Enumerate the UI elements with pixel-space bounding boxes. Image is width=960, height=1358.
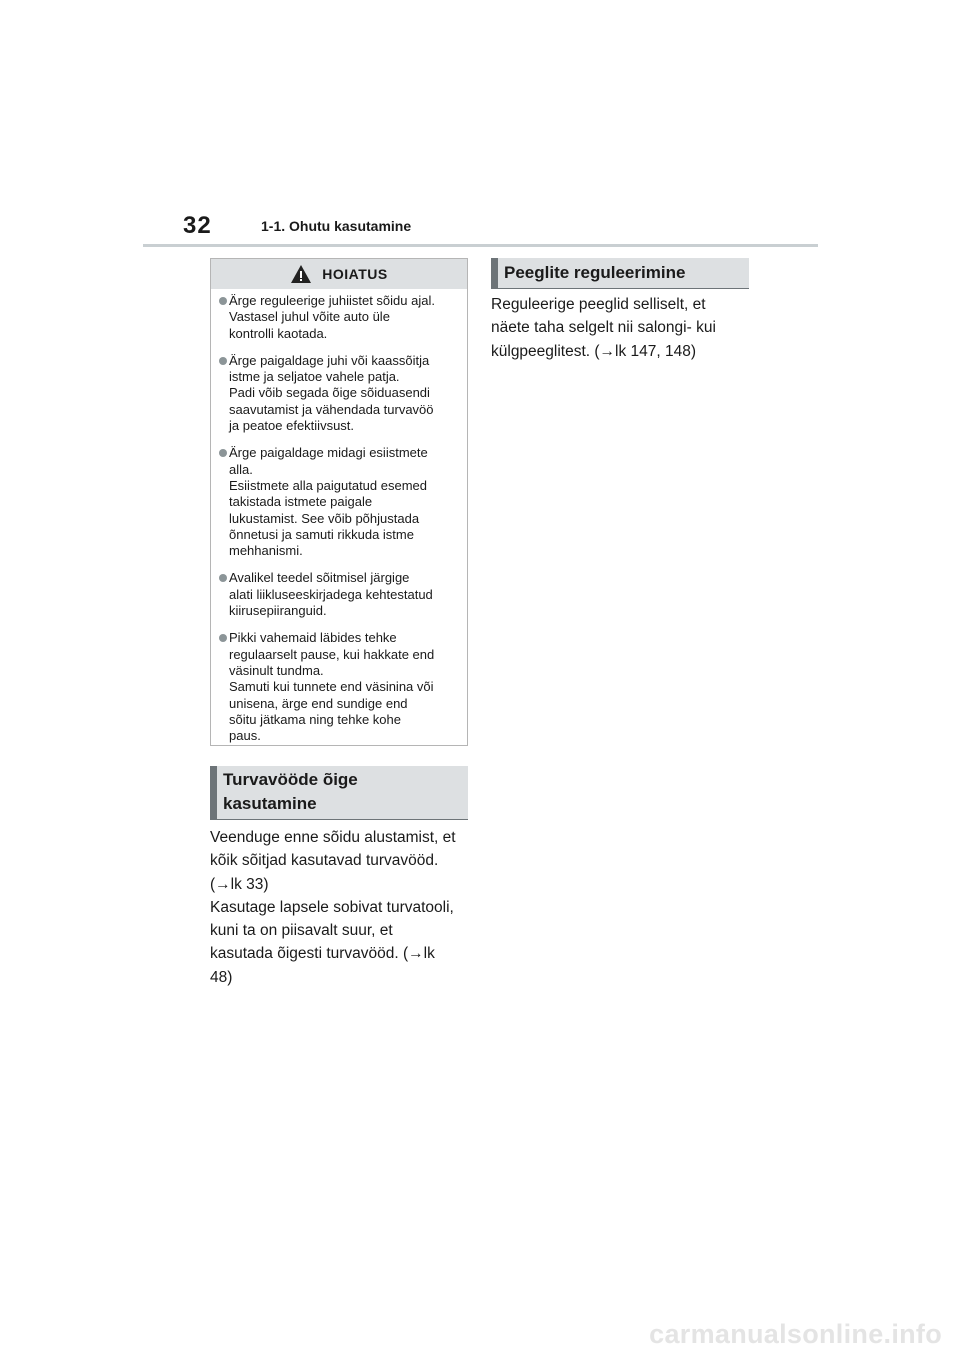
seatbelt-text: Veenduge enne sõidu alustamist, et kõik sõitjad kasutavad turvavööd. (→lk 33) Kasutage lapsele sobivat turvatooli, kuni ta on piisavalt suur, et kasutada õigesti turvavööd. (→lk 48) (210, 829, 456, 986)
mirrors-heading-text: Peeglite reguleerimine (504, 263, 686, 282)
warning-item (219, 570, 459, 619)
bullet-icon (219, 297, 227, 305)
mirrors-heading (491, 258, 749, 289)
warning-item (219, 630, 459, 744)
warning-list (211, 289, 467, 744)
header-divider (143, 244, 818, 247)
bullet-icon (219, 574, 227, 582)
bullet-icon (219, 449, 227, 457)
warning-item-text: Ärge paigaldage juhi või kaassõitja istme ja seljatoe vahele patja. Padi võib segada õige sõiduasendi saavutamist ja vähendada turvavöö ja peatoe efektiivsust. (229, 352, 434, 434)
warning-item-text: Pikki vahemaid läbides tehke regulaarselt pause, kui hakkate end väsinult tundma. Samuti kui tunnete end väsinina või unisena, ärge end sundige end sõitu jätkama ning tehke kohe paus. (229, 630, 435, 744)
warning-item-text: Avalikel teedel sõitmisel järgige alati liikluseeskirjadega kehtestatud kiirusepiiranguid. (229, 570, 433, 619)
warning-item-text: Ärge reguleerige juhiistet sõidu ajal. Vastasel juhul võite auto üle kontrolli kaotada. (229, 293, 435, 341)
warning-header (211, 259, 467, 289)
warning-item-text: Ärge paigaldage midagi esiistmete alla. Esiistmete alla paigutatud esemed takistada istmete paigale lukustamist. See võib põhjustada õnnetusi ja samuti rikkuda istme mehhanismi. (229, 445, 428, 559)
seatbelt-heading-line2: kasutamine (223, 794, 317, 813)
section-title: 1-1. Ohutu kasutamine (261, 218, 412, 234)
page-number: 32 (183, 212, 212, 239)
mirrors-text: Reguleerige peeglid selliselt, et näete taha selgelt nii salongi- kui külgpeeglitest. (→lk 147, 148) (491, 296, 716, 360)
warning-item (219, 445, 459, 559)
warning-title: HOIATUS (322, 266, 388, 282)
warning-item (219, 353, 459, 434)
warning-box (210, 258, 468, 746)
warning-item (219, 293, 459, 342)
bullet-icon (219, 634, 227, 642)
seatbelt-heading (210, 766, 468, 820)
page-header (0, 0, 960, 250)
seatbelt-heading-line1: Turvavööde õige (223, 770, 358, 789)
bullet-icon (219, 357, 227, 365)
warning-triangle-icon (290, 264, 312, 284)
watermark: carmanualsonline.info (649, 1319, 942, 1349)
